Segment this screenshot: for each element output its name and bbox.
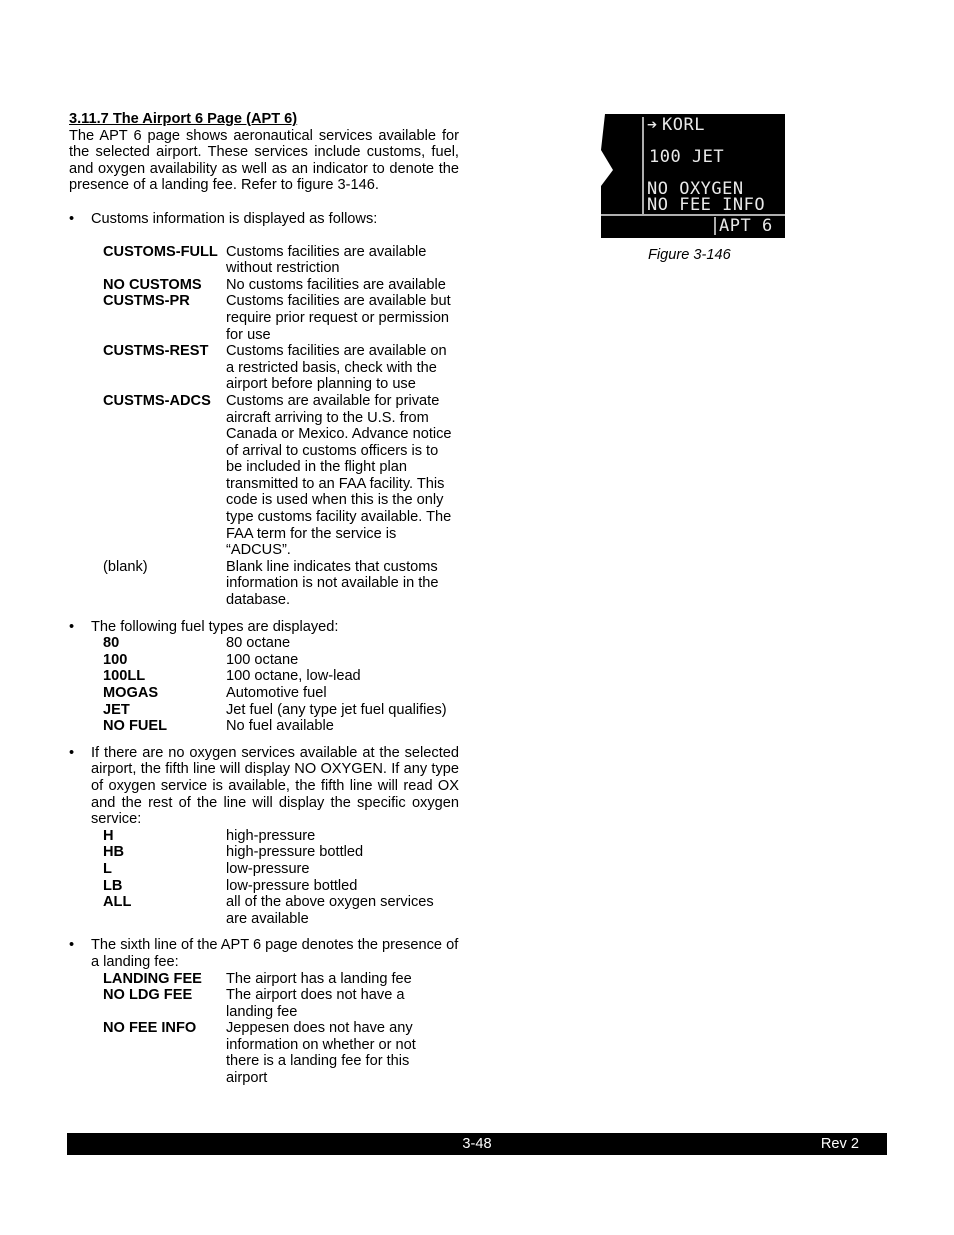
fuel-term: 100LL [103, 668, 146, 685]
table-row [69, 559, 459, 609]
oxygen-bullet [69, 745, 459, 828]
fuel-term: NO FUEL [103, 718, 168, 735]
oxygen-intro: If there are no oxygen services available at the selected airport, the fifth line will display NO OXYGEN. If any type of oxygen service is available, the fifth line will read OX and the rest of the line will display the specific oxygen service: [91, 744, 459, 828]
bullet-dot: • [69, 937, 75, 954]
customs-term: (blank) [103, 558, 148, 575]
landing-fee-desc: Jeppesen does not have any information on whether or not there is a landing fee for this airport [226, 1020, 416, 1087]
oxygen-term: LB [103, 877, 123, 894]
display-fuel-line: 100 JET [649, 147, 725, 167]
display-arrow-icon: ➔ [647, 115, 658, 135]
customs-desc: Customs are available for private aircraft arriving to the U.S. from Canada or Mexico. Advance notice of arrival to customs officers is to be included in the flight plan transmitted to an FAA facility. This code is used when this is the only type customs facility available. The FAA term for the service is “ADCUS”. [226, 392, 452, 559]
table-row [69, 702, 459, 719]
table-row [69, 343, 459, 393]
customs-bullet [69, 211, 459, 228]
display-oxygen-line: NO OXYGEN [647, 179, 744, 199]
table-row [69, 878, 459, 895]
fuel-term: JET [103, 701, 130, 718]
display-identifier: KORL [662, 115, 705, 135]
table-row [69, 894, 459, 927]
landing-fee-bullet [69, 937, 459, 970]
table-row [69, 971, 459, 988]
figure-caption: Figure 3-146 [648, 247, 731, 263]
table-row [69, 987, 459, 1020]
table-row [69, 244, 459, 277]
fuel-term: 100 [103, 651, 128, 668]
oxygen-table [69, 828, 459, 928]
bullet-dot: • [69, 618, 75, 635]
fuel-intro: The following fuel types are displayed: [91, 618, 339, 635]
customs-term: CUSTMS-ADCS [103, 392, 211, 409]
table-row [69, 861, 459, 878]
page-number: 3-48 [462, 1136, 492, 1152]
customs-term: CUSTMS-PR [103, 293, 190, 310]
bullet-dot: • [69, 744, 75, 761]
fuel-desc: No fuel available [226, 718, 334, 735]
fuel-table [69, 635, 459, 735]
customs-desc: Customs facilities are available but require prior request or permission for use [226, 293, 451, 343]
fuel-term: MOGAS [103, 685, 159, 701]
oxygen-desc: high-pressure bottled [226, 844, 364, 861]
oxygen-desc: all of the above oxygen services are available [226, 894, 434, 927]
table-row [69, 277, 459, 294]
landing-fee-desc: The airport has a landing fee [226, 970, 412, 987]
table-row [69, 844, 459, 861]
table-row [69, 718, 459, 735]
table-row [69, 1020, 459, 1086]
customs-term: NO CUSTOMS [103, 276, 202, 293]
customs-desc: Customs facilities are available without restriction [226, 243, 427, 277]
main-column [69, 111, 459, 1087]
customs-desc: No customs facilities are available [226, 276, 446, 293]
fuel-desc: 100 octane [226, 651, 299, 668]
customs-intro: Customs information is displayed as follows: [91, 210, 378, 227]
display-page-label: APT 6 [719, 216, 773, 236]
page-footer [67, 1133, 887, 1155]
customs-desc: Customs facilities are available on a restricted basis, check with the airport before planning to use [226, 343, 447, 393]
table-row [69, 685, 459, 702]
landing-fee-term: NO LDG FEE [103, 987, 193, 1004]
revision-label: Rev 2 [820, 1136, 859, 1152]
landing-fee-intro: The sixth line of the APT 6 page denotes the presence of a landing fee: [91, 937, 459, 970]
fuel-desc: 80 octane [226, 635, 291, 652]
table-row [69, 635, 459, 652]
oxygen-term: ALL [103, 894, 132, 911]
oxygen-term: L [103, 860, 112, 877]
customs-table [69, 244, 459, 609]
apt6-display-figure [600, 114, 785, 238]
fuel-desc: Jet fuel (any type jet fuel qualifies) [226, 701, 447, 718]
display-fee-line: NO FEE INFO [647, 195, 766, 215]
oxygen-desc: high-pressure [226, 827, 316, 844]
fuel-desc: 100 octane, low-lead [226, 668, 361, 685]
customs-desc: Blank line indicates that customs information is not available in the database. [226, 558, 439, 609]
intro-paragraph: The APT 6 page shows aeronautical services available for the selected airport. These services include customs, fuel, and oxygen availability as well as an indicator to denote the presence of a landing fee. Refer to figure 3-146. [69, 127, 459, 194]
oxygen-desc: low-pressure bottled [226, 877, 358, 894]
table-row [69, 293, 459, 343]
landing-fee-term: NO FEE INFO [103, 1020, 197, 1037]
landing-fee-term: LANDING FEE [103, 970, 202, 987]
landing-fee-desc: The airport does not have a landing fee [226, 987, 405, 1020]
customs-term: CUSTOMS-FULL [103, 243, 218, 260]
table-row [69, 393, 459, 559]
fuel-term: 80 [103, 635, 120, 652]
oxygen-term: HB [103, 844, 125, 861]
section-heading: 3.11.7 The Airport 6 Page (APT 6) [69, 111, 298, 127]
table-row [69, 668, 459, 685]
oxygen-term: H [103, 827, 114, 844]
table-row [69, 652, 459, 669]
table-row [69, 828, 459, 845]
bullet-dot: • [69, 210, 75, 227]
landing-fee-table [69, 971, 459, 1087]
fuel-desc: Automotive fuel [226, 685, 327, 701]
fuel-bullet [69, 619, 459, 636]
display-screen [600, 114, 785, 238]
customs-term: CUSTMS-REST [103, 343, 209, 360]
oxygen-desc: low-pressure [226, 860, 310, 877]
